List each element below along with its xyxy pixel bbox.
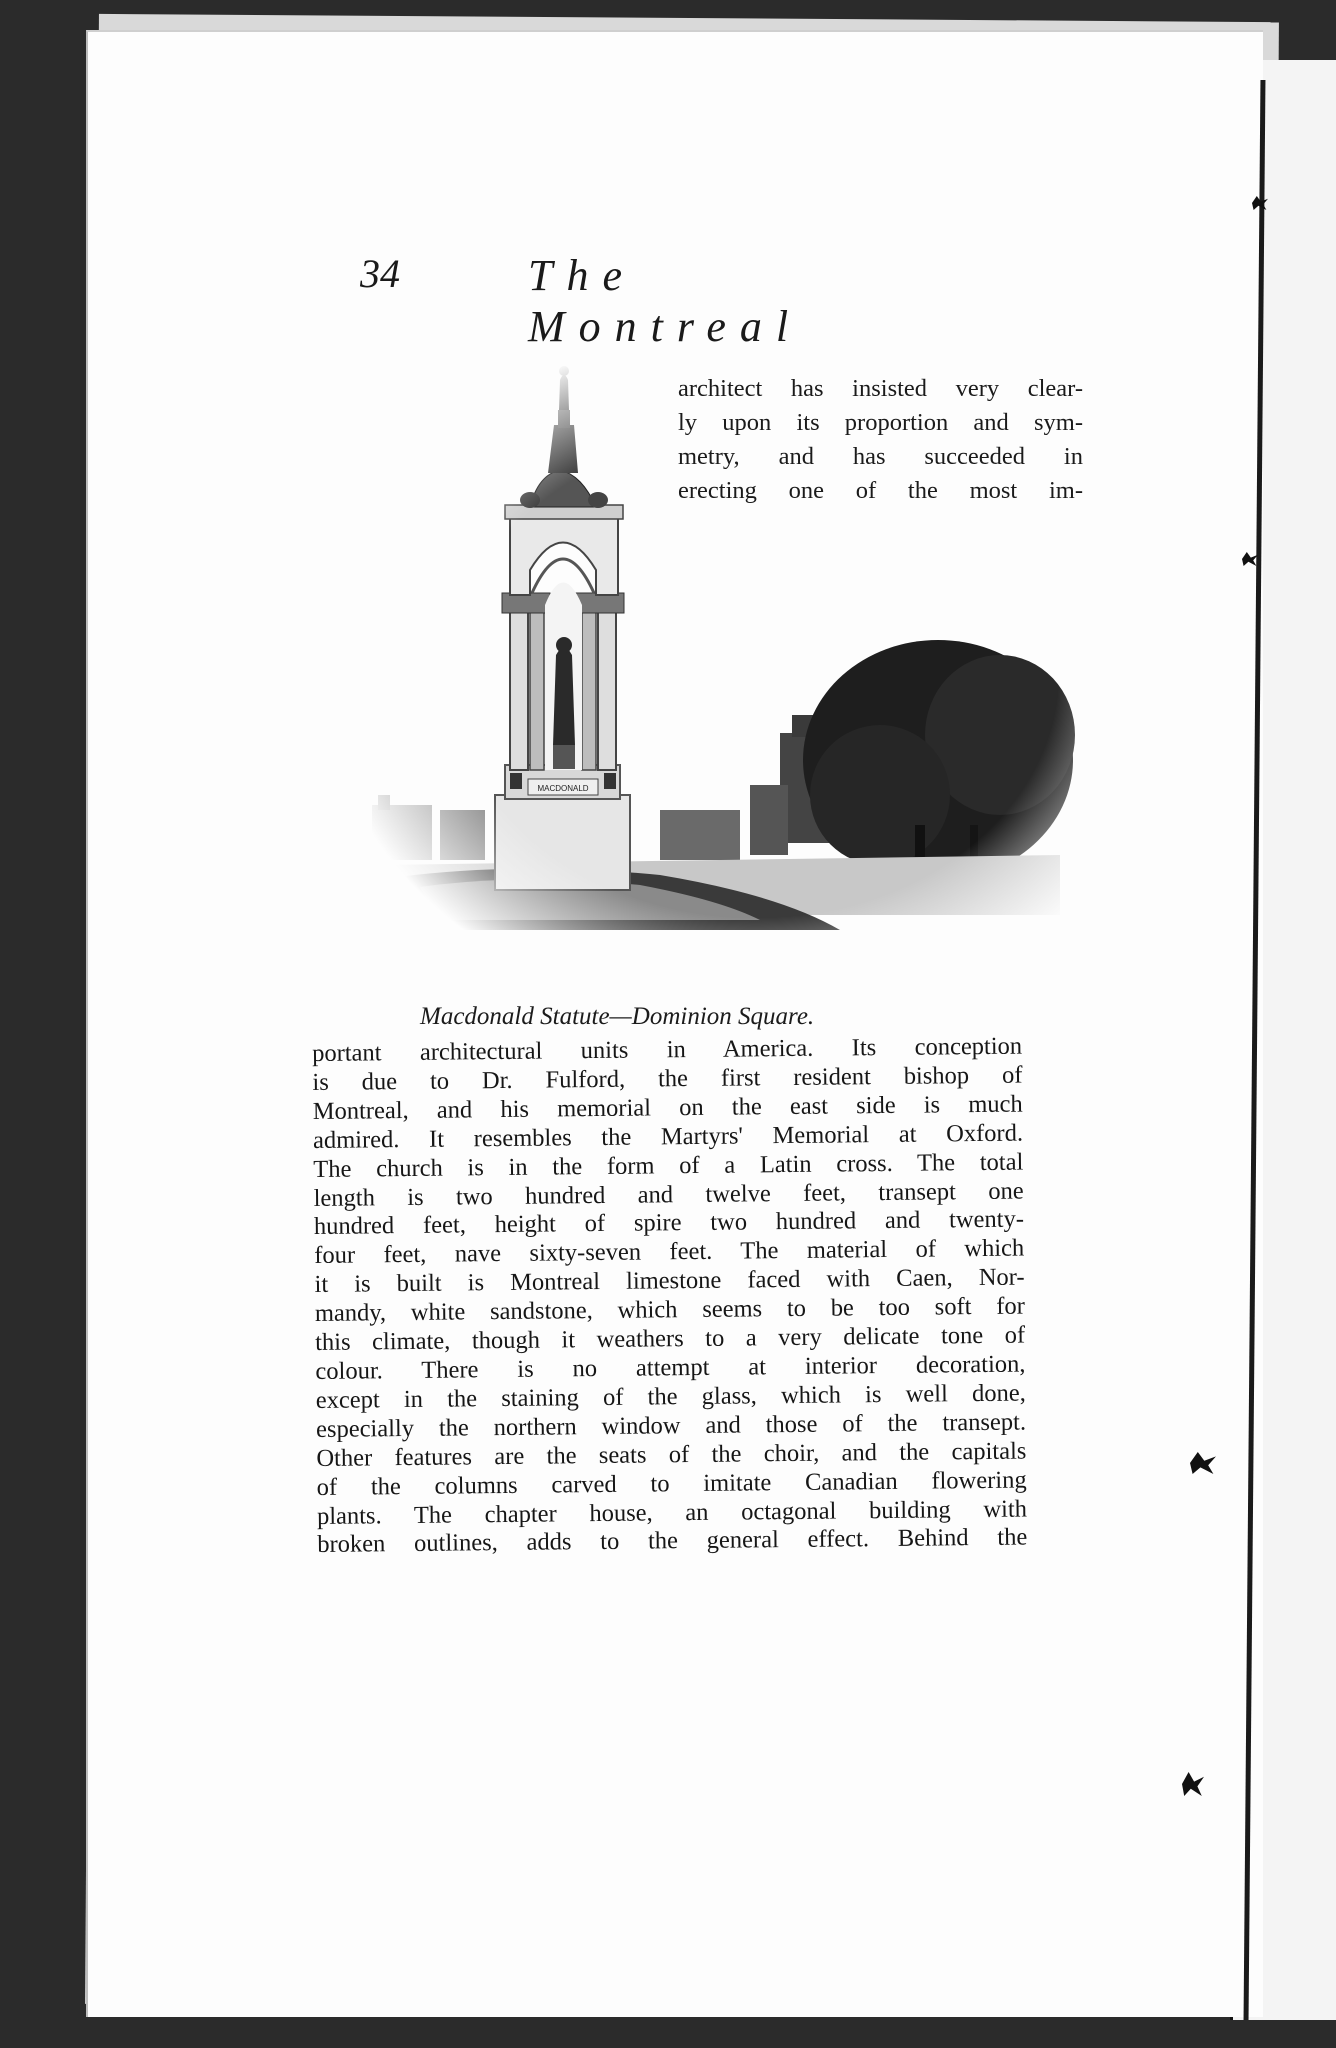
- text-line: portant architectural units in America. Its conception: [312, 1032, 1023, 1067]
- text-line: Montreal, and his memorial on the east side is much: [312, 1090, 1023, 1125]
- body-paragraph: [312, 1033, 1027, 1561]
- text-line: is due to Dr. Fulford, the first resident bishop of: [312, 1061, 1023, 1096]
- image-caption: Macdonald Statute—Dominion Square.: [420, 1003, 815, 1030]
- text-line: Other features are the seats of the choir, and the capitals: [316, 1437, 1027, 1472]
- text-line: broken outlines, adds to the general effect. Behind the: [317, 1523, 1028, 1559]
- running-title: The Montreal: [528, 251, 803, 351]
- text-line: length is two hundred and twelve feet, transept one: [313, 1177, 1024, 1212]
- text-line: hundred feet, height of spire two hundred and twenty-: [313, 1205, 1025, 1241]
- text-line: except in the staining of the glass, which is well done,: [315, 1379, 1026, 1414]
- running-head: [360, 248, 920, 351]
- text-line: metry, and has succeeded in: [678, 443, 1083, 470]
- page-number: 34: [360, 251, 400, 296]
- text-line: this climate, though it weathers to a very delicate tone of: [315, 1321, 1026, 1357]
- text-line: ly upon its proportion and sym-: [678, 409, 1083, 436]
- text-line: plants. The chapter house, an octagonal building with: [316, 1495, 1028, 1530]
- text-line: erecting one of the most im-: [678, 477, 1083, 504]
- text-line: admired. It resembles the Martyrs' Memorial at Oxford.: [312, 1119, 1024, 1154]
- side-paragraph: [678, 372, 1083, 508]
- text-line: four feet, nave sixty-seven feet. The material of which: [314, 1234, 1025, 1270]
- text-line: of the columns carved to imitate Canadian flowering: [316, 1466, 1027, 1501]
- text-line: it is built is Montreal limestone faced with Caen, Nor-: [314, 1263, 1025, 1299]
- text-line: especially the northern window and those of the transept.: [315, 1408, 1027, 1443]
- text-line: The church is in the form of a Latin cross. The total: [313, 1148, 1024, 1183]
- text-line: architect has insisted very clear-: [678, 375, 1083, 402]
- text-line: mandy, white sandstone, which seems to be too soft for: [314, 1292, 1025, 1328]
- text-line: colour. There is no attempt at interior decoration,: [315, 1350, 1026, 1385]
